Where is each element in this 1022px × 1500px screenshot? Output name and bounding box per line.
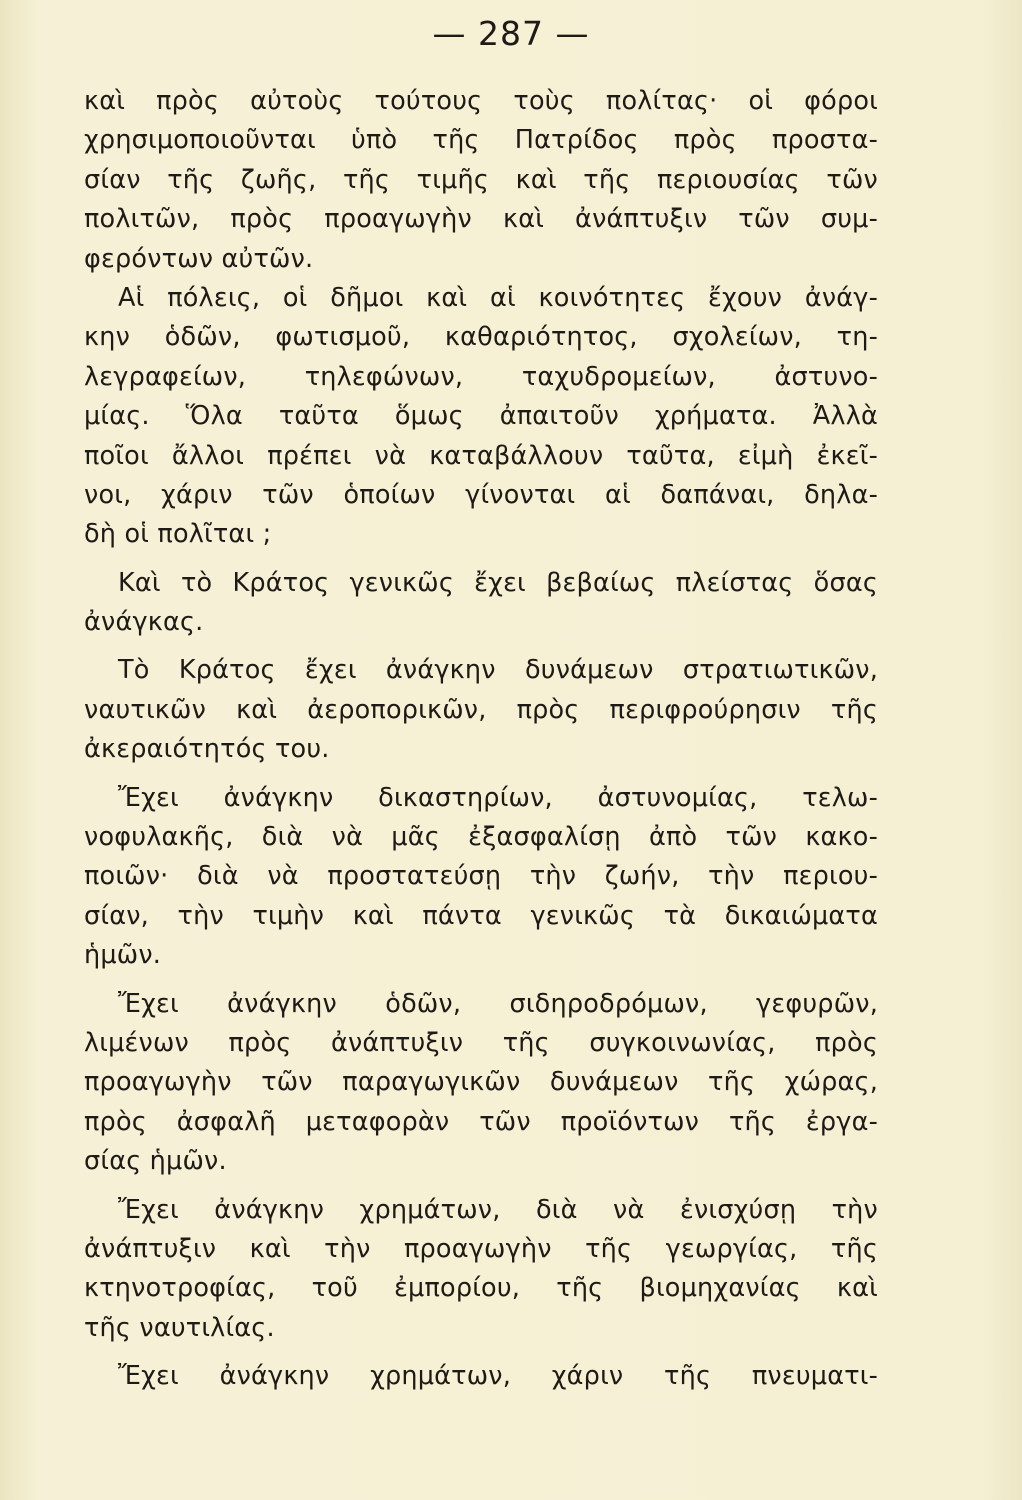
text-line: ποιῶν· διὰ νὰ προστατεύσῃ τὴν ζωήν, τὴν περιου- <box>84 861 878 892</box>
text-line: πολιτῶν, πρὸς προαγωγὴν καὶ ἀνάπτυξιν τῶν συμ- <box>84 204 878 235</box>
text-line: σίαν τῆς ζωῆς, τῆς τιμῆς καὶ τῆς περιουσίας τῶν <box>84 164 878 195</box>
text-line: κτηνοτροφίας, τοῦ ἐμπορίου, τῆς βιομηχανίας καὶ <box>84 1273 878 1304</box>
paragraph-start-line: Τὸ Κράτος ἔχει ἀνάγκην δυνάμεων στρατιωτικῶν, <box>118 655 878 686</box>
text-line: προαγωγὴν τῶν παραγωγικῶν δυνάμεων τῆς χώρας, <box>84 1067 878 1098</box>
text-line: λεγραφείων, τηλεφώνων, ταχυδρομείων, ἀστυνο- <box>84 361 878 392</box>
text-line: σίας ἡμῶν. <box>84 1146 227 1177</box>
text-line: μίας. Ὅλα ταῦτα ὅμως ἀπαιτοῦν χρήματα. Ἀλλὰ <box>84 401 878 432</box>
page-number: — 287 — <box>432 14 590 53</box>
paragraph-start-line: Αἱ πόλεις, οἱ δῆμοι καὶ αἱ κοινότητες ἔχουν ἀνάγ- <box>118 282 878 313</box>
text-line: ναυτικῶν καὶ ἀεροπορικῶν, πρὸς περιφρούρησιν τῆς <box>84 694 878 725</box>
text-line: νοι, χάριν τῶν ὁποίων γίνονται αἱ δαπάναι, δηλα- <box>84 479 878 510</box>
text-line: χρησιμοποιοῦνται ὑπὸ τῆς Πατρίδος πρὸς προστα- <box>84 125 878 156</box>
body-text <box>84 82 878 1397</box>
paragraph-start-line: Ἔχει ἀνάγκην δικαστηρίων, ἀστυνομίας, τελω- <box>118 782 878 813</box>
text-line: δὴ οἱ πολῖται ; <box>84 519 272 550</box>
text-line: ἀκεραιότητός του. <box>84 734 330 765</box>
text-line: ποῖοι ἄλλοι πρέπει νὰ καταβάλλουν ταῦτα, εἰμὴ ἐκεῖ- <box>84 440 878 471</box>
text-line: καὶ πρὸς αὐτοὺς τούτους τοὺς πολίτας· οἱ φόροι <box>84 86 878 116</box>
paragraph-start-line: Ἔχει ἀνάγκην χρημάτων, διὰ νὰ ἐνισχύσῃ τὴν <box>118 1194 878 1225</box>
paragraph-start-line: Ἔχει ἀνάγκην χρημάτων, χάριν τῆς πνευματι- <box>118 1361 878 1392</box>
text-line: σίαν, τὴν τιμὴν καὶ πάντα γενικῶς τὰ δικαιώματα <box>84 900 878 931</box>
text-line: πρὸς ἀσφαλῆ μεταφορὰν τῶν προϊόντων τῆς ἐργα- <box>84 1106 878 1137</box>
text-line: ἀνάγκας. <box>84 607 204 638</box>
text-line: νοφυλακῆς, διὰ νὰ μᾶς ἐξασφαλίσῃ ἀπὸ τῶν κακο- <box>84 822 878 853</box>
text-line: ἡμῶν. <box>84 940 162 971</box>
text-line: κην ὁδῶν, φωτισμοῦ, καθαριότητος, σχολείων, τη- <box>84 322 878 353</box>
text-line: λιμένων πρὸς ἀνάπτυξιν τῆς συγκοινωνίας, πρὸς <box>84 1027 878 1058</box>
paragraph-start-line: Καὶ τὸ Κράτος γενικῶς ἔχει βεβαίως πλείστας ὅσας <box>118 567 878 598</box>
text-line: τῆς ναυτιλίας. <box>84 1312 275 1343</box>
text-line: φερόντων αὐτῶν. <box>84 243 314 274</box>
text-line: ἀνάπτυξιν καὶ τὴν προαγωγὴν τῆς γεωργίας, τῆς <box>84 1233 878 1264</box>
paragraph-start-line: Ἔχει ἀνάγκην ὁδῶν, σιδηροδρόμων, γεφυρῶν, <box>118 988 878 1019</box>
